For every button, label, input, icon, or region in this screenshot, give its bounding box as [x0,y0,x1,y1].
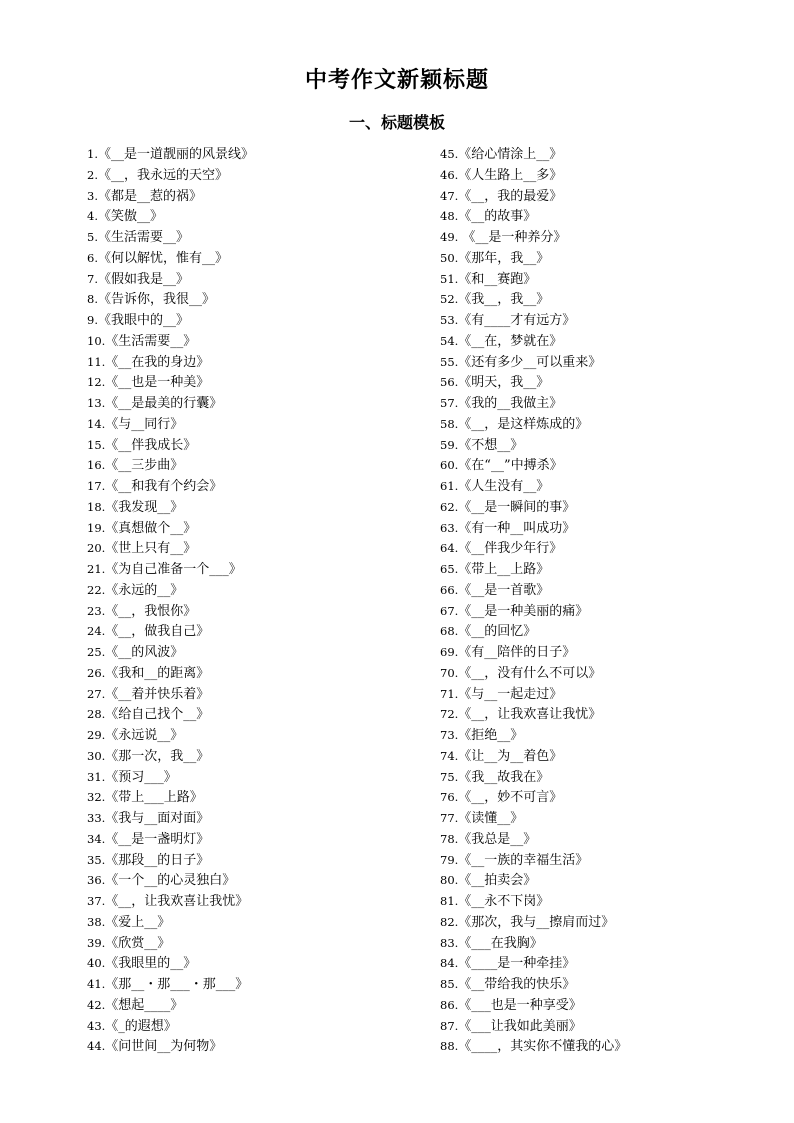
title-template-item [87,767,417,788]
item-title-text: 《__在，梦就在》 [458,333,563,349]
item-title-text: 《__的回忆》 [458,624,537,640]
title-template-item [87,850,417,871]
item-number: 4. [87,209,98,224]
item-number: 51. [440,271,459,286]
item-title-text: 《__是一种养分》 [458,230,567,245]
item-title-text: 《__是一盏明灯》 [105,831,210,847]
item-title-text: 《给心情涂上__》 [458,147,563,162]
item-title-text: 《___让我如此美丽》 [458,1018,582,1034]
item-number: 75. [440,769,459,784]
item-title-text: 《人生路上__多》 [458,167,563,183]
item-number: 10. [87,333,106,348]
title-template-item [440,974,770,995]
item-number: 43. [87,1018,106,1033]
item-number: 40. [87,956,106,971]
title-template-item [440,165,770,186]
item-number: 85. [440,977,459,991]
title-template-item [440,518,770,539]
item-title-text: 《假如我是__》 [97,271,189,287]
item-number: 68. [440,624,459,639]
item-title-text: 《__，做我自己》 [105,624,210,640]
item-title-text: 《__的风波》 [105,645,184,660]
item-number: 70. [440,665,459,680]
title-template-item [440,870,770,891]
item-title-text: 《__是一首歌》 [458,582,550,598]
title-template-item [87,414,417,435]
item-title-text: 《读懂__》 [458,811,524,826]
item-number: 15. [87,437,106,452]
item-number: 56. [440,375,459,390]
title-template-item [440,912,770,933]
item-title-text: 《永远的__》 [105,582,184,598]
item-title-text: 《我的__我做主》 [458,396,563,411]
title-template-item [440,497,770,518]
item-number: 38. [87,914,106,929]
item-number: 54. [440,333,459,348]
item-title-text: 《__着并快乐着》 [105,686,210,702]
item-title-text: 《__三步曲》 [105,458,184,474]
item-number: 18. [87,499,106,514]
title-template-item [87,352,417,373]
item-title-text: 《永远说__》 [105,728,184,743]
item-title-text: 《__是一种美丽的痛》 [458,603,589,619]
item-title-text: 《___在我胸》 [458,935,543,951]
item-number: 17. [87,479,106,493]
item-number: 8. [87,292,98,307]
title-template-item [87,497,417,518]
item-title-text: 《__，我永远的天空》 [97,167,228,183]
item-number: 39. [87,935,106,950]
item-title-text: 《与__同行》 [105,416,184,432]
title-template-item [87,912,417,933]
item-title-text: 《__，妙不可言》 [458,790,563,806]
title-template-item [440,808,770,829]
title-template-item [87,518,417,539]
item-title-text: 《为自己准备一个___》 [105,562,242,577]
item-number: 46. [440,167,459,182]
item-title-text: 《带上___上路》 [105,790,203,806]
title-template-item [87,725,417,746]
item-number: 60. [440,458,459,473]
item-number: 12. [87,375,106,390]
item-title-text: 《何以解忧，惟有__》 [97,250,228,266]
item-title-text: 《我眼里的__》 [105,956,197,972]
item-number: 3. [87,188,98,203]
item-number: 14. [87,416,106,431]
title-template-item [440,1036,770,1057]
item-number: 33. [87,811,106,825]
title-template-item [87,621,417,642]
item-title-text: 《__一族的幸福生活》 [458,852,589,868]
title-template-item [440,227,770,248]
item-title-text: 《__伴我成长》 [105,437,197,453]
title-list-left [87,144,417,1057]
title-template-item [440,186,770,207]
item-title-text: 《___也是一种享受》 [458,997,582,1013]
item-number: 79. [440,852,459,867]
item-title-text: 《有一种__叫成功》 [458,520,576,536]
title-template-item [440,144,770,165]
title-template-item [87,580,417,601]
item-title-text: 《带上__上路》 [458,562,550,577]
title-template-item [87,642,417,663]
item-number: 26. [87,665,106,680]
title-template-item [440,1016,770,1037]
item-number: 34. [87,831,106,846]
title-template-item [87,746,417,767]
title-template-item [440,559,770,580]
title-template-item [440,891,770,912]
item-number: 59. [440,437,459,452]
item-title-text: 《__的故事》 [458,209,537,225]
title-template-item [87,455,417,476]
item-number: 87. [440,1018,459,1033]
item-number: 13. [87,396,106,410]
item-title-text: 《_的遐想》 [105,1018,177,1034]
item-title-text: 《__，是这样炼成的》 [458,416,589,432]
item-title-text: 《__是最美的行囊》 [105,396,223,411]
item-number: 24. [87,624,106,639]
title-template-item [440,663,770,684]
title-template-item [440,310,770,331]
item-number: 5. [87,230,98,244]
item-number: 74. [440,748,459,763]
title-template-item [87,1016,417,1037]
title-template-item [87,974,417,995]
item-title-text: 《让__为__着色》 [458,748,563,764]
item-title-text: 《我总是__》 [458,831,537,847]
title-template-item [440,642,770,663]
title-template-item [87,808,417,829]
item-title-text: 《____是一种牵挂》 [458,956,576,972]
title-template-item [440,850,770,871]
item-title-text: 《告诉你，我很__》 [97,292,215,308]
item-title-text: 《__，我恨你》 [105,603,197,619]
title-template-item [440,289,770,310]
item-number: 77. [440,811,459,825]
item-number: 55. [440,354,459,369]
title-template-item [87,144,417,165]
item-number: 47. [440,188,459,203]
item-number: 28. [87,707,106,722]
document-title: 中考作文新颖标题 [304,68,489,93]
title-template-item [87,227,417,248]
item-number: 7. [87,271,98,286]
title-template-item [440,580,770,601]
item-title-text: 《那年，我__》 [458,250,550,266]
item-title-text: 《和__赛跑》 [458,271,537,287]
item-title-text: 《__带给我的快乐》 [458,977,576,992]
title-template-item [87,165,417,186]
item-title-text: 《____，其实你不懂我的心》 [458,1039,628,1055]
title-template-item [440,995,770,1016]
item-title-text: 《明天，我__》 [458,375,550,391]
item-title-text: 《生活需要__》 [105,333,197,349]
title-template-item [440,933,770,954]
item-number: 29. [87,728,106,742]
title-template-item [87,476,417,497]
title-template-item [440,746,770,767]
title-template-item [87,331,417,352]
item-title-text: 《那一次，我__》 [105,748,210,764]
item-number: 27. [87,686,106,701]
title-template-item [440,684,770,705]
item-number: 49. [440,230,459,244]
item-number: 2. [87,167,98,182]
title-template-item [440,331,770,352]
item-title-text: 《__在我的身边》 [105,354,210,370]
title-template-item [440,767,770,788]
item-title-text: 《问世间__为何物》 [105,1039,223,1055]
item-title-text: 《__也是一种美》 [105,375,210,391]
title-template-item [87,995,417,1016]
item-title-text: 《__，让我欢喜让我忧》 [105,894,249,909]
section-heading: 一、标题模板 [348,113,445,132]
item-number: 19. [87,520,106,535]
item-title-text: 《__，我的最爱》 [458,188,563,204]
title-template-item [87,248,417,269]
title-template-item [87,435,417,456]
item-number: 67. [440,603,459,618]
item-title-text: 《爱上__》 [105,914,171,930]
item-number: 20. [87,541,106,556]
item-title-text: 《预习___》 [105,769,177,785]
title-template-item [87,684,417,705]
item-title-text: 《还有多少__可以重来》 [458,354,602,370]
item-title-text: 《那段__的日子》 [105,852,210,868]
item-number: 23. [87,603,106,618]
item-number: 57. [440,396,459,410]
item-title-text: 《生活需要__》 [97,230,189,245]
item-number: 86. [440,997,459,1012]
item-title-text: 《我与__面对面》 [105,811,210,826]
item-number: 84. [440,956,459,971]
title-template-item [87,953,417,974]
title-template-item [87,206,417,227]
title-template-item [87,870,417,891]
title-template-item [87,372,417,393]
item-title-text: 《那__・那___・那___》 [105,977,249,992]
item-title-text: 《我眼中的__》 [97,313,189,328]
item-title-text: 《有____才有远方》 [458,313,576,328]
title-template-item [440,538,770,559]
item-number: 62. [440,499,459,514]
item-title-text: 《有__陪伴的日子》 [458,645,576,660]
item-number: 41. [87,977,106,991]
title-template-item [87,933,417,954]
title-template-item [440,787,770,808]
item-title-text: 《都是__惹的祸》 [97,188,202,204]
item-title-text: 《世上只有__》 [105,541,197,557]
item-title-text: 《欣赏__》 [105,935,171,951]
title-template-item [440,414,770,435]
item-number: 25. [87,645,106,659]
item-title-text: 《人生没有__》 [458,479,550,494]
title-template-item [440,476,770,497]
item-number: 58. [440,416,459,431]
title-template-item [440,455,770,476]
title-template-item [87,186,417,207]
item-title-text: 《__，让我欢喜让我忧》 [458,707,602,723]
title-template-item [440,704,770,725]
item-number: 30. [87,748,106,763]
item-number: 16. [87,458,106,473]
item-title-text: 《真想做个__》 [105,520,197,536]
item-number: 76. [440,790,459,805]
item-number: 66. [440,582,459,597]
title-template-item [440,601,770,622]
item-number: 52. [440,292,459,307]
item-number: 53. [440,313,459,327]
item-number: 88. [440,1039,459,1054]
item-number: 31. [87,769,106,784]
title-template-item [87,310,417,331]
item-number: 82. [440,914,459,929]
item-number: 78. [440,831,459,846]
item-title-text: 《我__，我__》 [458,292,550,308]
item-number: 81. [440,894,459,908]
item-title-text: 《__和我有个约会》 [105,479,223,494]
title-template-item [440,206,770,227]
title-template-item [440,435,770,456]
item-number: 80. [440,873,459,888]
item-number: 21. [87,562,106,576]
item-number: 37. [87,894,106,908]
title-list-right [440,144,770,1057]
title-template-item [440,352,770,373]
item-number: 69. [440,645,459,659]
item-number: 1. [87,147,98,161]
item-number: 22. [87,582,106,597]
item-title-text: 《我发现__》 [105,499,184,515]
item-number: 45. [440,147,459,161]
item-title-text: 《一个__的心灵独白》 [105,873,236,889]
title-template-item [440,621,770,642]
title-template-item [87,787,417,808]
title-template-item [440,393,770,414]
item-number: 63. [440,520,459,535]
item-title-text: 《那次，我与__擦肩而过》 [458,914,615,930]
item-number: 6. [87,250,98,265]
item-title-text: 《给自己找个__》 [105,707,210,723]
item-number: 64. [440,541,459,556]
item-number: 9. [87,313,98,327]
item-number: 71. [440,686,459,701]
item-number: 32. [87,790,106,805]
item-number: 61. [440,479,459,493]
title-template-item [87,891,417,912]
item-number: 48. [440,209,459,224]
item-title-text: 《__永不下岗》 [458,894,550,909]
title-template-item [87,704,417,725]
title-template-item [87,1036,417,1057]
title-template-item [87,289,417,310]
title-template-item [87,601,417,622]
item-number: 11. [87,354,106,369]
title-template-item [440,725,770,746]
item-title-text: 《我和__的距离》 [105,665,210,681]
title-template-item [440,372,770,393]
item-number: 35. [87,852,106,867]
item-number: 50. [440,250,459,265]
item-number: 72. [440,707,459,722]
item-title-text: 《__拍卖会》 [458,873,537,889]
item-title-text: 《拒绝__》 [458,728,524,743]
title-template-item [440,248,770,269]
title-template-item [87,829,417,850]
item-title-text: 《与__一起走过》 [458,686,563,702]
title-template-item [87,663,417,684]
item-title-text: 《不想__》 [458,437,524,453]
item-number: 83. [440,935,459,950]
item-number: 42. [87,997,106,1012]
title-template-item [87,559,417,580]
item-number: 65. [440,562,459,576]
title-template-item [440,829,770,850]
item-title-text: 《在“__”中搏杀》 [458,458,563,474]
item-title-text: 《__，没有什么不可以》 [458,665,602,681]
title-template-item [440,953,770,974]
item-number: 73. [440,728,459,742]
title-template-item [87,393,417,414]
item-title-text: 《想起____》 [105,997,184,1013]
title-template-item [87,269,417,290]
item-title-text: 《__伴我少年行》 [458,541,563,557]
item-title-text: 《__是一道靓丽的风景线》 [97,147,254,162]
item-title-text: 《__是一瞬间的事》 [458,499,576,515]
title-template-item [440,269,770,290]
item-number: 36. [87,873,106,888]
item-title-text: 《我__故我在》 [458,769,550,785]
title-template-item [87,538,417,559]
item-number: 44. [87,1039,106,1054]
item-title-text: 《笑傲__》 [97,209,163,225]
